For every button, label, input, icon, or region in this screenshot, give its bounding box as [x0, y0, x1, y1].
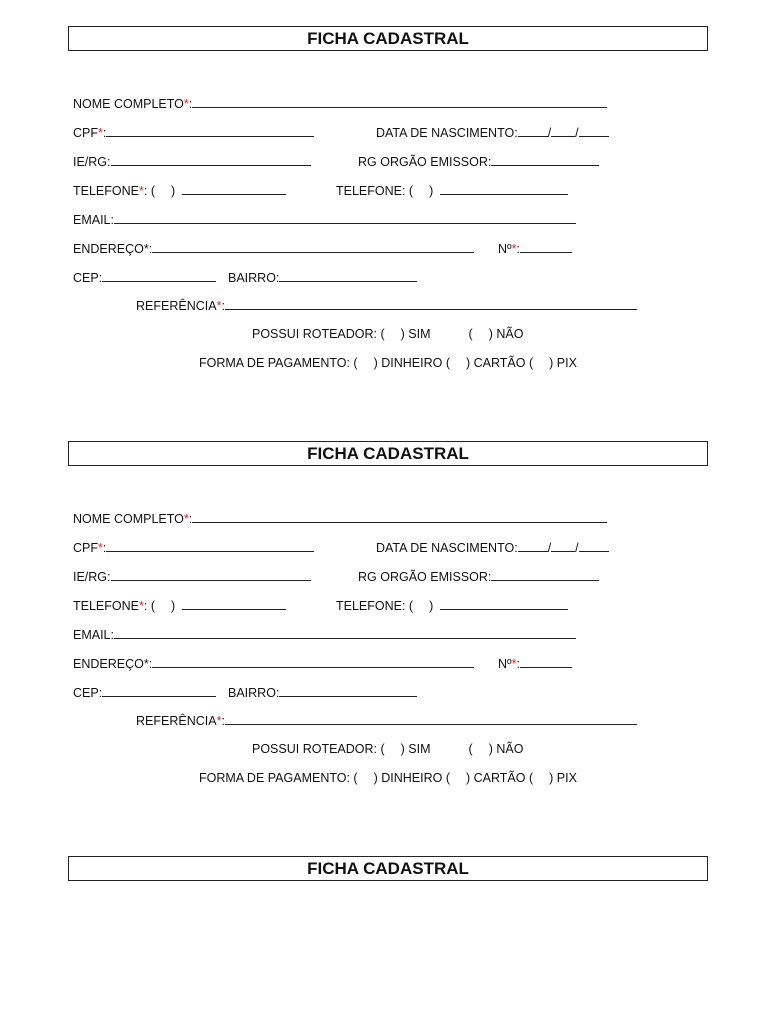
router-row: POSSUI ROTEADOR: ( ) SIM ( ) NÃO [252, 742, 524, 756]
required-marker: * [139, 599, 144, 613]
rg-issuer-label: RG ORGÃO EMISSOR: [358, 155, 492, 169]
cep-field[interactable] [102, 684, 216, 697]
phone1-row [73, 182, 286, 199]
ie-rg-label: IE/RG: [73, 155, 111, 169]
rg-issuer-label: RG ORGÃO EMISSOR: [358, 570, 492, 584]
paren-close: ) [429, 599, 434, 613]
reference-field[interactable] [225, 712, 637, 725]
cep-field[interactable] [102, 269, 216, 282]
ie-rg-field[interactable] [111, 153, 311, 166]
colon: : [221, 714, 225, 728]
required-marker: * [183, 512, 189, 526]
required-marker: * [183, 97, 189, 111]
birth-day-field[interactable] [518, 539, 548, 552]
router-row: POSSUI ROTEADOR: ( ) SIM ( ) NÃO [252, 327, 524, 341]
full-name-row [73, 510, 607, 527]
number-row [498, 655, 572, 672]
yes-option: ) SIM [400, 327, 431, 341]
payment-label: FORMA DE PAGAMENTO: ( [199, 771, 358, 785]
no-option: ) NÃO [488, 742, 524, 756]
paren-close: ) [429, 184, 434, 198]
required-marker: * [139, 184, 144, 198]
rg-issuer-field[interactable] [491, 568, 599, 581]
paren-close: ) [170, 184, 176, 198]
reference-row [136, 712, 637, 729]
card-option: ) CARTÃO ( [465, 771, 534, 785]
colon: : [102, 541, 107, 555]
phone2-field[interactable] [440, 597, 568, 610]
required-marker: * [98, 126, 103, 140]
email-row [73, 626, 576, 643]
payment-row [199, 770, 577, 786]
full-name-label: NOME COMPLETO [73, 512, 184, 526]
colon: : [516, 242, 520, 256]
payment-row [199, 355, 577, 371]
ie-rg-label: IE/RG: [73, 570, 111, 584]
date-separator: / [575, 126, 579, 140]
neighborhood-field[interactable] [279, 684, 417, 697]
neighborhood-row [228, 269, 417, 286]
no-option: ) NÃO [488, 327, 524, 341]
required-marker: * [511, 242, 517, 256]
email-field[interactable] [114, 211, 576, 224]
phone1-label: TELEFONE [73, 599, 139, 613]
cpf-field[interactable] [106, 124, 314, 137]
required-marker: * [216, 714, 222, 728]
colon: : [188, 512, 193, 526]
payment-label: FORMA DE PAGAMENTO: ( [199, 356, 358, 370]
address-field[interactable] [152, 655, 474, 668]
birthdate-row [376, 539, 609, 556]
rg-issuer-row [358, 568, 599, 585]
cpf-label: CPF [73, 541, 98, 555]
cep-label: CEP: [73, 686, 103, 700]
phone2-row [336, 182, 568, 199]
cpf-row [73, 124, 314, 141]
number-row [498, 240, 572, 257]
neighborhood-label: BAIRRO: [228, 686, 280, 700]
full-name-field[interactable] [192, 510, 607, 523]
phone1-label: TELEFONE [73, 184, 139, 198]
reference-row [136, 297, 637, 314]
router-label: POSSUI ROTEADOR: ( [252, 742, 385, 756]
colon: : [221, 299, 225, 313]
full-name-label: NOME COMPLETO [73, 97, 184, 111]
reference-label: REFERÊNCIA [136, 714, 217, 728]
required-marker: * [98, 541, 103, 555]
address-label: ENDEREÇO*: [73, 242, 153, 256]
full-name-row [73, 95, 607, 112]
form-title: FICHA CADASTRAL [68, 26, 708, 51]
phone1-row [73, 597, 286, 614]
address-row [73, 240, 474, 257]
phone2-label: TELEFONE: ( [336, 599, 414, 613]
cep-row [73, 684, 216, 701]
date-separator: / [547, 126, 552, 140]
registration-form-3 [0, 830, 768, 950]
cash-option: ) DINHEIRO ( [373, 771, 450, 785]
ie-rg-row [73, 568, 311, 585]
rg-issuer-field[interactable] [491, 153, 599, 166]
number-label: Nº [498, 242, 512, 256]
colon: : [188, 97, 193, 111]
email-label: EMAIL: [73, 213, 114, 227]
date-separator: / [575, 541, 579, 555]
reference-label: REFERÊNCIA [136, 299, 217, 313]
ie-rg-row [73, 153, 311, 170]
pix-option: ) PIX [549, 356, 577, 370]
cash-option: ) DINHEIRO ( [373, 356, 450, 370]
neighborhood-row [228, 684, 417, 701]
address-field[interactable] [152, 240, 474, 253]
ie-rg-field[interactable] [111, 568, 311, 581]
rg-issuer-row [358, 153, 599, 170]
number-field[interactable] [520, 655, 572, 668]
neighborhood-label: BAIRRO: [228, 271, 280, 285]
full-name-field[interactable] [192, 95, 607, 108]
birth-month-field[interactable] [551, 539, 575, 552]
phone1-field[interactable] [182, 597, 286, 610]
colon: : [102, 126, 107, 140]
form-title: FICHA CADASTRAL [68, 441, 708, 466]
form-title: FICHA CADASTRAL [68, 856, 708, 881]
birthdate-row [376, 124, 609, 141]
birth-month-field[interactable] [551, 124, 575, 137]
yes-option: ) SIM [400, 742, 431, 756]
birthdate-label: DATA DE NASCIMENTO: [376, 541, 518, 555]
birth-day-field[interactable] [518, 124, 548, 137]
email-row [73, 211, 576, 228]
birth-year-field[interactable] [579, 124, 609, 137]
cpf-field[interactable] [106, 539, 314, 552]
neighborhood-field[interactable] [279, 269, 417, 282]
email-label: EMAIL: [73, 628, 114, 642]
paren-open: : ( [143, 184, 155, 198]
cep-row [73, 269, 216, 286]
email-field[interactable] [114, 626, 576, 639]
card-option: ) CARTÃO ( [465, 356, 534, 370]
router-label: POSSUI ROTEADOR: ( [252, 327, 385, 341]
required-marker: * [216, 299, 222, 313]
cpf-row [73, 539, 314, 556]
phone2-field[interactable] [440, 182, 568, 195]
registration-form-1 [0, 0, 768, 400]
paren-open: : ( [143, 599, 155, 613]
address-label: ENDEREÇO*: [73, 657, 153, 671]
phone2-row [336, 597, 568, 614]
colon: : [516, 657, 520, 671]
reference-field[interactable] [225, 297, 637, 310]
phone2-label: TELEFONE: ( [336, 184, 414, 198]
pix-option: ) PIX [549, 771, 577, 785]
paren-close: ) [170, 599, 176, 613]
number-field[interactable] [520, 240, 572, 253]
cep-label: CEP: [73, 271, 103, 285]
date-separator: / [547, 541, 552, 555]
birthdate-label: DATA DE NASCIMENTO: [376, 126, 518, 140]
number-label: Nº [498, 657, 512, 671]
phone1-field[interactable] [182, 182, 286, 195]
cpf-label: CPF [73, 126, 98, 140]
birth-year-field[interactable] [579, 539, 609, 552]
address-row [73, 655, 474, 672]
registration-form-2 [0, 415, 768, 815]
required-marker: * [511, 657, 517, 671]
